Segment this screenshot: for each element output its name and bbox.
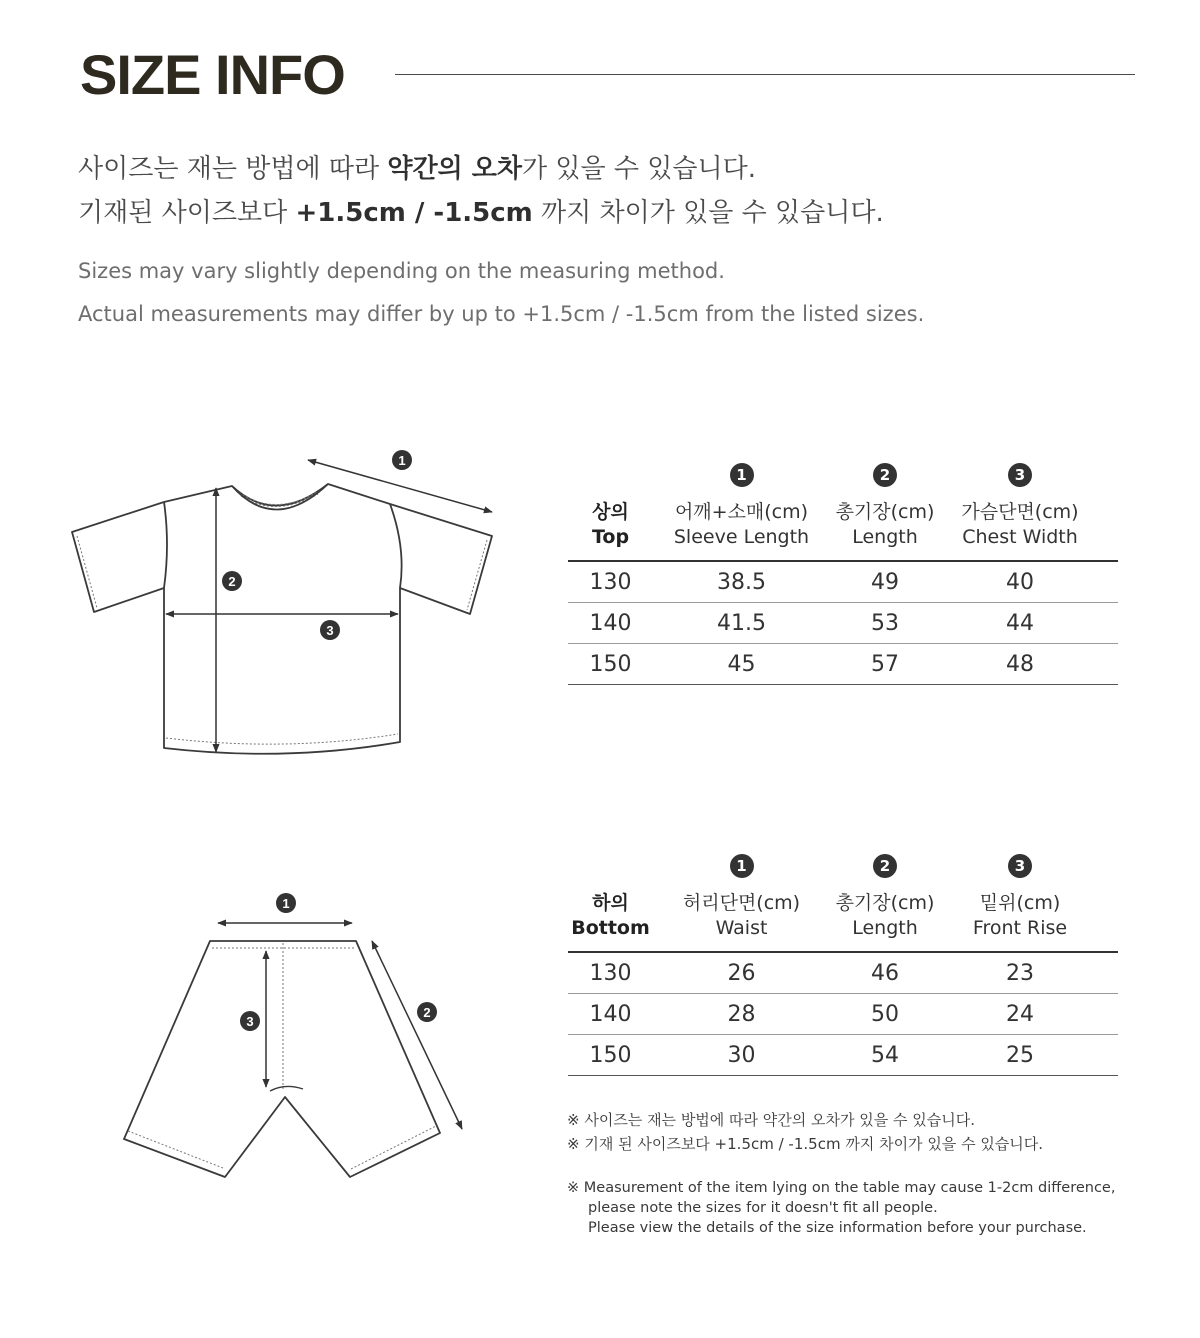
table-row: 150 30 54 25 <box>568 1035 1118 1076</box>
marker-3-icon: 3 <box>1008 854 1032 878</box>
svg-text:1: 1 <box>282 896 290 911</box>
svg-text:2: 2 <box>423 1005 431 1020</box>
english-notice-line-2: Actual measurements may differ by up to +1.5cm / -1.5cm from the listed sizes. <box>78 302 925 326</box>
svg-text:1: 1 <box>398 453 406 468</box>
marker-3-icon <box>240 1011 260 1031</box>
table-row: 140 28 50 24 <box>568 994 1118 1035</box>
bottom-header-waist: 1 허리단면(cm) Waist <box>653 853 830 952</box>
footnote-korean-2: ※ 기재 된 사이즈보다 +1.5cm / -1.5cm 까지 차이가 있을 수 있습니다. <box>567 1135 1044 1153</box>
shorts-outline <box>124 941 440 1177</box>
marker-1-icon: 1 <box>730 463 754 487</box>
top-header-sleeve: 1 어깨+소매(cm) Sleeve Length <box>653 462 830 561</box>
table-row: 150 45 57 48 <box>568 644 1118 685</box>
footnote-english <box>567 1178 1115 1238</box>
marker-3-icon: 3 <box>1008 463 1032 487</box>
svg-text:3: 3 <box>246 1014 254 1029</box>
title-divider <box>395 74 1135 75</box>
svg-text:2: 2 <box>228 574 236 589</box>
footnote-korean-1: ※ 사이즈는 재는 방법에 따라 약간의 오차가 있을 수 있습니다. <box>567 1111 976 1129</box>
top-size-table <box>568 462 1118 685</box>
marker-1-icon <box>276 893 296 913</box>
marker-3-icon <box>320 620 340 640</box>
top-header-length: 2 총기장(cm) Length <box>830 462 940 561</box>
marker-2-icon: 2 <box>873 854 897 878</box>
marker-2-icon <box>417 1002 437 1022</box>
english-notice-line-1: Sizes may vary slightly depending on the measuring method. <box>78 259 725 283</box>
footnote-english-line-3: Please view the details of the size information before your purchase. <box>588 1220 1087 1236</box>
table-row: 140 41.5 53 44 <box>568 603 1118 644</box>
bottom-header-category: 하의 Bottom <box>568 853 653 952</box>
top-header-category: 상의 Top <box>568 462 653 561</box>
bottom-garment-diagram <box>110 885 490 1195</box>
svg-text:3: 3 <box>326 623 334 638</box>
page-title: SIZE INFO <box>80 43 345 106</box>
bottom-header-length: 2 총기장(cm) Length <box>830 853 940 952</box>
korean-notice-line-1: 사이즈는 재는 방법에 따라 약간의 오차가 있을 수 있습니다. <box>78 154 756 184</box>
marker-2-icon <box>222 571 242 591</box>
table-row: 130 26 46 23 <box>568 952 1118 994</box>
korean-notice-line-2: 기재된 사이즈보다 +1.5cm / -1.5cm 까지 차이가 있을 수 있습니다. <box>78 198 884 228</box>
marker-2-icon: 2 <box>873 463 897 487</box>
footnote-english-line-2: please note the sizes for it doesn't fit all people. <box>588 1200 938 1216</box>
footnote-english-line-1: ※ Measurement of the item lying on the table may cause 1-2cm difference, <box>567 1180 1116 1196</box>
bottom-header-rise: 3 밑위(cm) Front Rise <box>940 853 1100 952</box>
marker-1-icon: 1 <box>730 854 754 878</box>
top-header-chest: 3 가슴단면(cm) Chest Width <box>940 462 1100 561</box>
top-garment-diagram <box>60 440 510 770</box>
marker-1-icon <box>392 450 412 470</box>
tshirt-outline <box>72 484 492 754</box>
bottom-size-table <box>568 853 1118 1076</box>
table-row: 130 38.5 49 40 <box>568 561 1118 603</box>
